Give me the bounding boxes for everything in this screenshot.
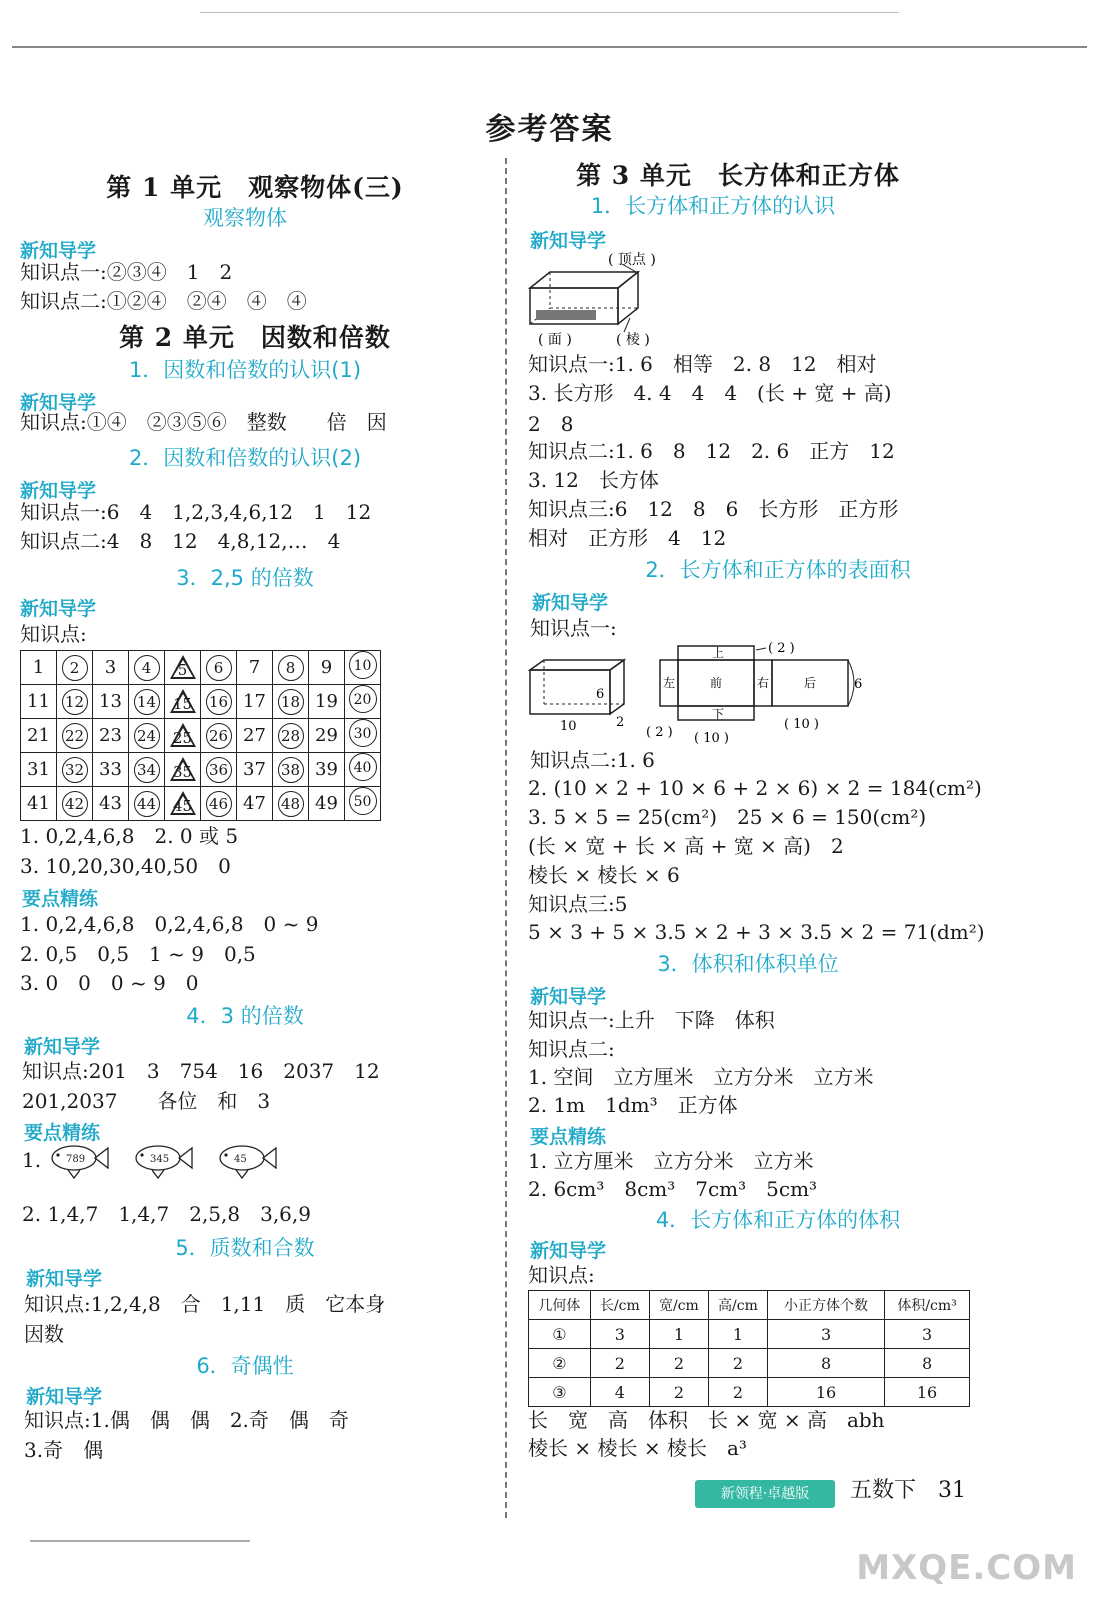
section-title: 3．体积和体积单位: [657, 952, 839, 976]
grid-cell: [21, 719, 57, 753]
grid-cell: [309, 787, 345, 821]
grid-cell: [237, 651, 273, 685]
cell-number: 32: [62, 757, 88, 783]
answer-line: 知识点一:1. 6 相等 2. 8 12 相对: [528, 352, 877, 376]
table-cell: 1: [649, 1320, 708, 1349]
grid-cell: [165, 651, 201, 685]
answer-line: 知识点三:5: [528, 892, 628, 916]
grid-cell: [309, 651, 345, 685]
cell-number: [170, 723, 196, 747]
grid-cell: [345, 651, 381, 685]
label-new-knowledge: 新知导学: [20, 240, 97, 262]
net-dim-top: ( 2 ): [768, 641, 795, 656]
table-cell: 3: [885, 1320, 970, 1349]
grid-cell: [129, 753, 165, 787]
grid-cell: [57, 719, 93, 753]
cell-number: 26: [206, 723, 232, 749]
label-key-practice: 要点精练: [530, 1126, 607, 1148]
answer-line: 长 宽 高 体积 长 × 宽 × 高 abh: [528, 1408, 885, 1432]
answer-line: 因数: [24, 1322, 64, 1346]
cell-number: 30: [349, 719, 377, 747]
grid-cell: [21, 753, 57, 787]
table-cell: ②: [529, 1349, 591, 1378]
grid-cell: [93, 787, 129, 821]
table-cell: 2: [708, 1349, 767, 1378]
cell-number: 31: [27, 759, 50, 780]
cell-number: 17: [243, 691, 266, 712]
grid-cell: [273, 651, 309, 685]
grid-cell: [309, 719, 345, 753]
answer-line: 3. 5 × 5 = 25(cm²) 25 × 6 = 150(cm²): [528, 805, 927, 829]
unit-2-title: 第 2 单元 因数和倍数: [119, 323, 391, 352]
cell-number: 15: [172, 695, 193, 713]
cell-number: 16: [206, 689, 232, 715]
grid-cell: [237, 719, 273, 753]
cell-number: 10: [349, 651, 377, 679]
answer-line: 知识点三:6 12 8 6 长方形 正方形: [528, 497, 899, 521]
answer-line: 5 × 3 + 5 × 3.5 × 2 + 3 × 3.5 × 2 = 71(dm²): [528, 920, 985, 944]
grid-cell: [345, 685, 381, 719]
grid-cell: [21, 685, 57, 719]
answer-line: 知识点一:6 4 1,2,3,4,6,12 1 12: [20, 500, 372, 524]
page-number: 五数下 31: [850, 1478, 966, 1503]
table-row: [529, 1349, 970, 1378]
table-header-cell: 几何体: [529, 1291, 591, 1320]
cell-number: 49: [315, 793, 338, 814]
cell-number: 13: [99, 691, 122, 712]
grid-cell: [129, 719, 165, 753]
table-header-cell: 小正方体个数: [767, 1291, 884, 1320]
cell-number: 24: [134, 723, 160, 749]
cell-number: 25: [172, 729, 193, 747]
length-label: 10: [560, 719, 577, 734]
answer-line: 2. (10 × 2 + 10 × 6 + 2 × 6) × 2 = 184(cm²): [528, 776, 982, 800]
brand-badge: 新领程·卓越版: [695, 1480, 835, 1508]
grid-cell: [273, 685, 309, 719]
cell-number: 23: [99, 725, 122, 746]
cell-number: 9: [320, 657, 333, 678]
grid-cell: [345, 753, 381, 787]
section-title: 3．2,5 的倍数: [176, 566, 314, 590]
answer-line: 3. 0 0 0 ~ 9 0: [20, 971, 199, 995]
table-cell: 2: [590, 1349, 649, 1378]
answer-line: 2. 1m 1dm³ 正方体: [528, 1093, 738, 1117]
fish-number: 789: [66, 1154, 86, 1165]
answer-line: 知识点二:1. 6 8 12 2. 6 正方 12: [528, 439, 895, 463]
answer-line: 知识点:201 3 754 16 2037 12: [22, 1059, 380, 1083]
cell-number: [170, 689, 196, 713]
cell-number: 45: [172, 797, 193, 815]
bottom-rule: [30, 1540, 250, 1542]
grid-cell: [165, 719, 201, 753]
section-title: 2．长方体和正方体的表面积: [645, 558, 911, 582]
table-header-cell: 宽/cm: [649, 1291, 708, 1320]
table-cell: 8: [767, 1349, 884, 1378]
cell-number: 20: [349, 685, 377, 713]
grid-cell: [93, 651, 129, 685]
unit-1-title: 第 1 单元 观察物体(三): [106, 173, 404, 202]
answer-line: 1.: [22, 1148, 42, 1172]
grid-cell: [57, 685, 93, 719]
cell-number: [170, 791, 196, 815]
answer-line: 2 8: [528, 412, 574, 436]
grid-cell: [237, 685, 273, 719]
cell-number: 1: [32, 657, 45, 678]
cell-number: 44: [134, 791, 160, 817]
table-cell: 3: [767, 1320, 884, 1349]
label-key-practice: 要点精练: [22, 888, 99, 910]
answer-line: 知识点二:: [528, 1037, 615, 1061]
answer-line: 知识点:①④ ②③⑤⑥ 整数 倍 因: [20, 410, 387, 434]
grid-cell: [309, 685, 345, 719]
cell-number: 22: [62, 723, 88, 749]
answer-line: 知识点二:1. 6: [530, 748, 655, 772]
cell-number: 18: [278, 689, 304, 715]
cell-number: 36: [206, 757, 232, 783]
net-dim-bottom: ( 10 ): [694, 731, 729, 746]
net-back: 后: [804, 676, 817, 690]
answer-line: 2. 1,4,7 1,4,7 2,5,8 3,6,9: [22, 1202, 311, 1226]
net-dim-right: 6: [854, 677, 863, 692]
grid-cell: [129, 685, 165, 719]
cell-number: 19: [315, 691, 338, 712]
cell-number: 41: [27, 793, 50, 814]
grid-cell: [93, 753, 129, 787]
grid-cell: [57, 651, 93, 685]
net-front: 前: [710, 676, 723, 690]
section-title: 5．质数和合数: [175, 1236, 315, 1260]
edge-label: ( 棱 ): [616, 332, 650, 348]
label-new-knowledge: 新知导学: [530, 986, 607, 1008]
grid-cell: [165, 685, 201, 719]
table-row: [529, 1378, 970, 1407]
cell-number: 14: [134, 689, 160, 715]
answer-line: 棱长 × 棱长 × 棱长 a³: [528, 1436, 747, 1460]
height-label: 6: [596, 687, 605, 702]
label-new-knowledge: 新知导学: [26, 1268, 103, 1290]
answer-line: 2. 6cm³ 8cm³ 7cm³ 5cm³: [528, 1177, 818, 1201]
grid-cell: [93, 685, 129, 719]
cell-number: 2: [62, 655, 88, 681]
cell-number: 11: [27, 691, 50, 712]
label-new-knowledge: 新知导学: [530, 1240, 607, 1262]
net-top: 上: [712, 646, 725, 660]
answer-line: 201,2037 各位 和 3: [22, 1089, 271, 1113]
surface-area-figure: [528, 640, 878, 746]
grid-cell: [273, 719, 309, 753]
cell-number: [170, 757, 196, 781]
section-title: 观察物体: [203, 206, 287, 230]
answer-line: 知识点:: [528, 1263, 595, 1287]
label-key-practice: 要点精练: [24, 1122, 101, 1144]
cell-number: 46: [206, 791, 232, 817]
table-cell: 8: [885, 1349, 970, 1378]
table-cell: 3: [590, 1320, 649, 1349]
grid-cell: [21, 651, 57, 685]
section-title: 2．因数和倍数的认识(2): [128, 446, 362, 470]
cell-number: 50: [349, 787, 377, 815]
answer-line: 知识点一:: [530, 616, 617, 640]
cell-number: 5: [177, 661, 188, 679]
cell-number: 37: [243, 759, 266, 780]
answer-line: 相对 正方形 4 12: [528, 526, 727, 550]
cell-number: 47: [243, 793, 266, 814]
grid-cell: [165, 753, 201, 787]
cell-number: 3: [104, 657, 117, 678]
grid-cell: [129, 787, 165, 821]
answer-line: 知识点:1.偶 偶 偶 2.奇 偶 奇: [24, 1408, 349, 1432]
grid-cell: [345, 719, 381, 753]
fish-icon: [216, 1140, 278, 1180]
grid-cell: [21, 787, 57, 821]
grid-cell: [93, 719, 129, 753]
grid-cell: [129, 651, 165, 685]
label-new-knowledge: 新知导学: [532, 592, 609, 614]
cell-number: 34: [134, 757, 160, 783]
hundred-grid: [20, 650, 381, 821]
grid-cell: [201, 685, 237, 719]
cell-number: 48: [278, 791, 304, 817]
table-cell: 2: [708, 1378, 767, 1407]
net-dim-back: ( 10 ): [784, 717, 819, 732]
answer-line: 知识点:1,2,4,8 合 1,11 质 它本身: [24, 1292, 386, 1316]
answer-line: 棱长 × 棱长 × 6: [528, 863, 680, 887]
grid-cell: [165, 787, 201, 821]
cell-number: 29: [315, 725, 338, 746]
cell-number: 27: [243, 725, 266, 746]
cell-number: 35: [172, 763, 193, 781]
table-cell: 16: [767, 1378, 884, 1407]
answer-line: 1. 0,2,4,6,8 2. 0 或 5: [20, 824, 239, 848]
grid-cell: [237, 753, 273, 787]
section-title: 6．奇偶性: [196, 1354, 294, 1378]
section-title: 1．因数和倍数的认识(1): [128, 358, 362, 382]
answer-line: 3. 10,20,30,40,50 0: [20, 854, 231, 878]
cell-number: 42: [62, 791, 88, 817]
grid-cell: [345, 787, 381, 821]
table-cell: 2: [649, 1349, 708, 1378]
watermark: MXQE.COM: [856, 1548, 1077, 1588]
table-header-cell: 长/cm: [590, 1291, 649, 1320]
section-title: 4．长方体和正方体的体积: [655, 1208, 901, 1232]
volume-table: [528, 1290, 970, 1407]
cell-number: 6: [206, 655, 232, 681]
grid-cell: [273, 753, 309, 787]
grid-row: [21, 753, 381, 787]
cell-number: 33: [99, 759, 122, 780]
table-header-cell: 高/cm: [708, 1291, 767, 1320]
grid-cell: [201, 753, 237, 787]
cell-number: 7: [248, 657, 261, 678]
table-header-row: [529, 1291, 970, 1320]
grid-row: [21, 651, 381, 685]
top-rule: [12, 46, 1087, 48]
unit-3-title: 第 3 单元 长方体和正方体: [576, 161, 900, 190]
cell-number: [170, 655, 196, 679]
section-title: 4．3 的倍数: [186, 1004, 304, 1028]
grid-cell: [201, 651, 237, 685]
grid-cell: [201, 719, 237, 753]
answer-line: 知识点一:②③④ 1 2: [20, 260, 233, 284]
grid-cell: [309, 753, 345, 787]
table-cell: 2: [649, 1378, 708, 1407]
answer-line: 知识点二:①②④ ②④ ④ ④: [20, 289, 307, 313]
label-new-knowledge: 新知导学: [20, 598, 97, 620]
answer-line: 3. 长方形 4. 4 4 4 (长 + 宽 + 高): [528, 381, 892, 405]
grid-cell: [201, 787, 237, 821]
cuboid-figure-1: [528, 248, 728, 348]
table-cell: 16: [885, 1378, 970, 1407]
cell-number: 21: [27, 725, 50, 746]
page-title: 参考答案: [485, 112, 614, 147]
face-label: ( 面 ): [538, 332, 572, 348]
vertex-label: ( 顶点 ): [608, 252, 656, 268]
grid-row: [21, 787, 381, 821]
net-left: 左: [663, 676, 676, 690]
cell-number: 4: [134, 655, 160, 681]
label-new-knowledge: 新知导学: [530, 230, 607, 252]
section-title: 1．长方体和正方体的认识: [590, 194, 836, 218]
answer-line: 1. 立方厘米 立方分米 立方米: [528, 1149, 814, 1173]
answer-line: 3.奇 偶: [24, 1438, 104, 1462]
label-new-knowledge: 新知导学: [24, 1036, 101, 1058]
column-divider: [505, 158, 507, 1518]
net-right: 右: [757, 676, 770, 690]
cell-number: 28: [278, 723, 304, 749]
table-header-cell: 体积/cm³: [885, 1291, 970, 1320]
label-new-knowledge: 新知导学: [20, 480, 97, 502]
table-cell: ③: [529, 1378, 591, 1407]
grid-cell: [57, 787, 93, 821]
net-dim-bottom-left: ( 2 ): [646, 725, 673, 740]
fish-icon: [132, 1140, 194, 1180]
answer-line: 3. 12 长方体: [528, 468, 659, 492]
table-row: [529, 1320, 970, 1349]
answer-line: 知识点一:上升 下降 体积: [528, 1008, 775, 1032]
grid-cell: [57, 753, 93, 787]
width-label: 2: [616, 715, 625, 730]
table-cell: 1: [708, 1320, 767, 1349]
grid-row: [21, 685, 381, 719]
cell-number: 8: [278, 655, 304, 681]
grid-row: [21, 719, 381, 753]
answer-line: 1. 空间 立方厘米 立方分米 立方米: [528, 1065, 874, 1089]
label-new-knowledge: 新知导学: [26, 1386, 103, 1408]
grid-cell: [237, 787, 273, 821]
table-cell: ①: [529, 1320, 591, 1349]
answer-line: 知识点二:4 8 12 4,8,12,… 4: [20, 529, 341, 553]
cell-number: 43: [99, 793, 122, 814]
grid-cell: [273, 787, 309, 821]
net-bottom: 下: [712, 707, 725, 721]
cell-number: 39: [315, 759, 338, 780]
cell-number: 38: [278, 757, 304, 783]
cell-number: 40: [349, 753, 377, 781]
label-new-knowledge: 新知导学: [20, 392, 97, 414]
answer-line: (长 × 宽 + 长 × 高 + 宽 × 高) 2: [528, 834, 844, 858]
table-cell: 4: [590, 1378, 649, 1407]
top-rule-thin: [200, 12, 899, 13]
fish-number: 345: [150, 1154, 170, 1165]
answer-line: 2. 0,5 0,5 1 ~ 9 0,5: [20, 942, 256, 966]
fish-icon: [48, 1140, 110, 1180]
answer-line: 知识点:: [20, 622, 87, 646]
fish-number: 45: [234, 1154, 247, 1165]
answer-line: 1. 0,2,4,6,8 0,2,4,6,8 0 ~ 9: [20, 912, 319, 936]
cell-number: 12: [62, 689, 88, 715]
fish-answers: [48, 1140, 308, 1180]
